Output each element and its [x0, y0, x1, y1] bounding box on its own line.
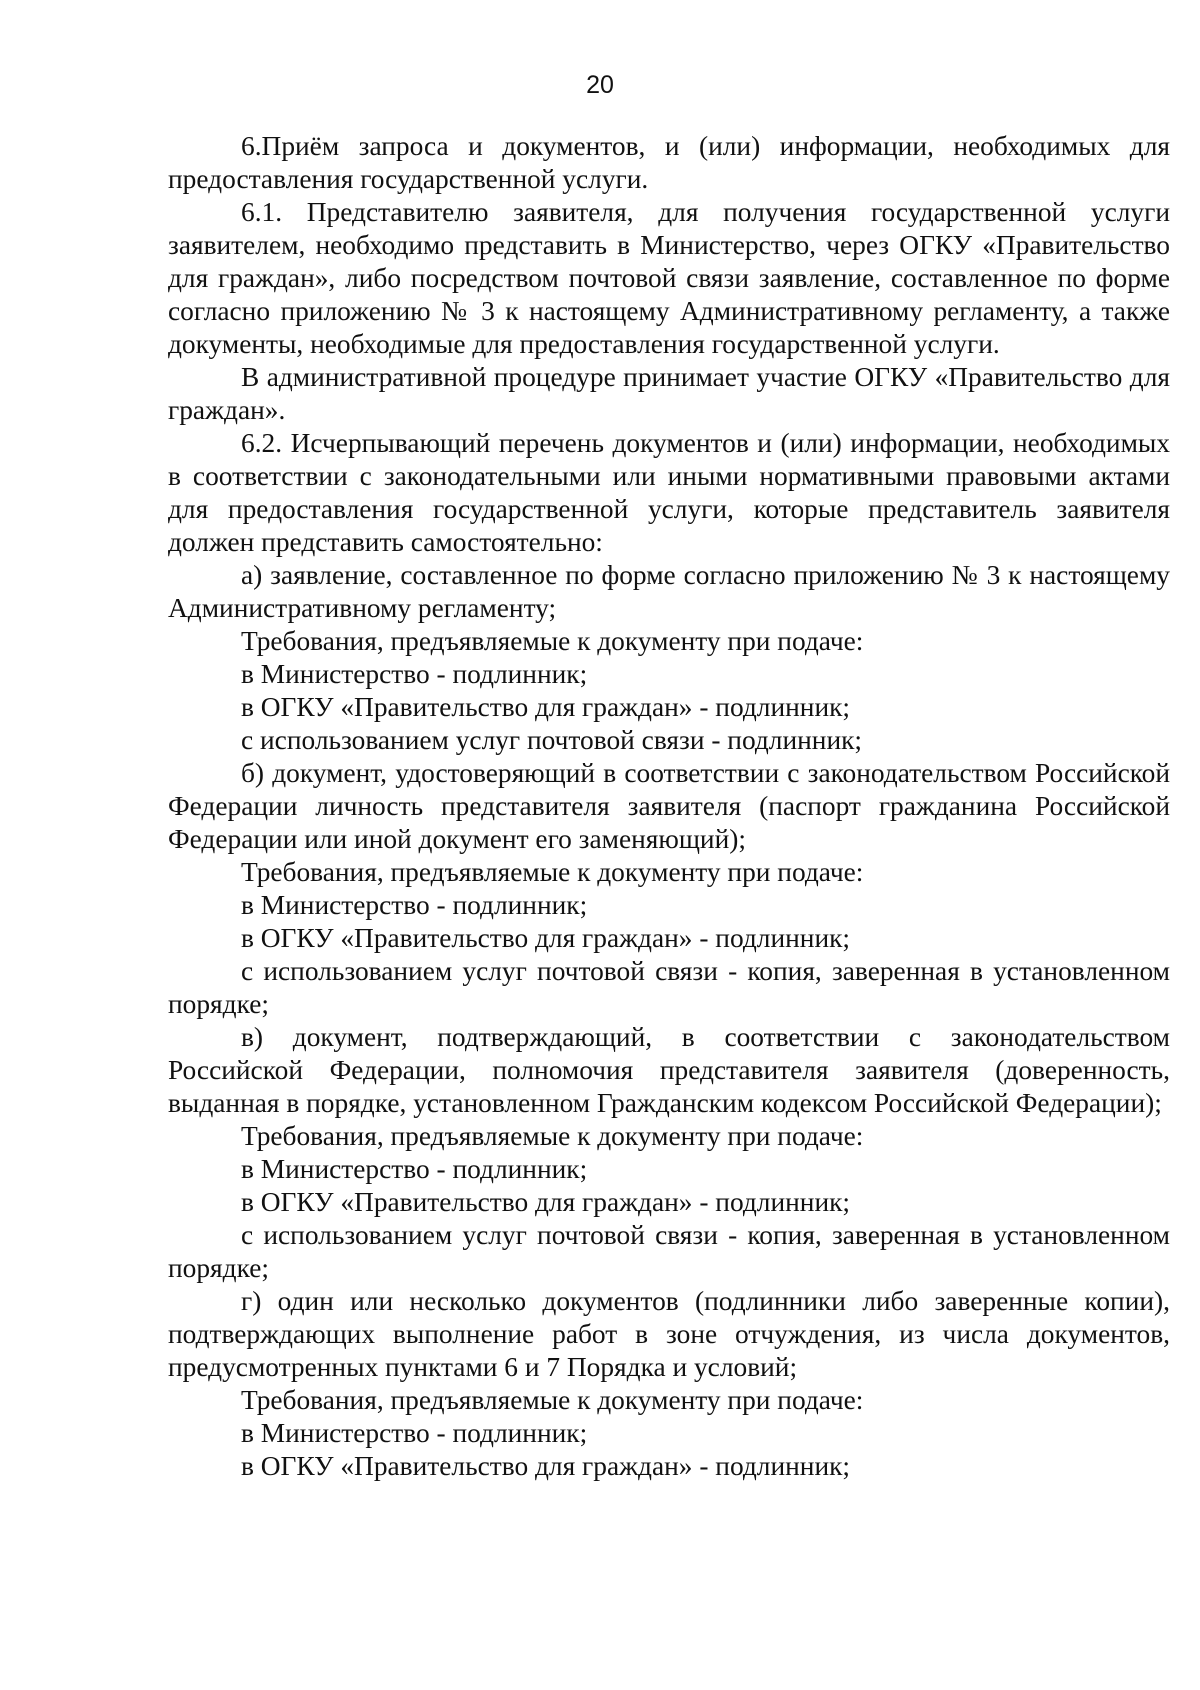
page-number: 20	[586, 71, 614, 99]
document-body	[168, 130, 1170, 1483]
paragraph-participant: В административной процедуре принимает участие ОГКУ «Правительство для граждан».	[168, 362, 1170, 425]
requirement-ministry: в Министерство - подлинник;	[241, 1154, 588, 1184]
item-b: б) документ, удостоверяющий в соответствии с законодательством Российской Федерации личность представителя заявителя (паспорт гражданина Российской Федерации или иной документ его заменяющий);	[168, 758, 1170, 854]
requirement-postal: с использованием услуг почтовой связи - копия, заверенная в установленном порядке;	[168, 1220, 1170, 1283]
requirement-ministry: в Министерство - подлинник;	[241, 890, 588, 920]
requirements-heading: Требования, предъявляемые к документу при подаче:	[241, 1385, 864, 1415]
requirements-heading: Требования, предъявляемые к документу при подаче:	[241, 1121, 864, 1151]
requirements-heading: Требования, предъявляемые к документу при подаче:	[241, 626, 864, 656]
item-a: а) заявление, составленное по форме согласно приложению № 3 к настоящему Административному регламенту;	[168, 560, 1170, 623]
requirement-ogku: в ОГКУ «Правительство для граждан» - подлинник;	[241, 923, 851, 953]
paragraph-6-2: 6.2. Исчерпывающий перечень документов и (или) информации, необходимых в соответствии с законодательными или иными нормативными правовыми актами для предоставления государственной услуги, которые представитель заявителя должен представить самостоятельно:	[168, 428, 1170, 557]
requirement-ogku: в ОГКУ «Правительство для граждан» - подлинник;	[241, 1451, 851, 1481]
requirement-ministry: в Министерство - подлинник;	[241, 659, 588, 689]
paragraph-6-1: 6.1. Представителю заявителя, для получения государственной услуги заявителем, необходимо представить в Министерство, через ОГКУ «Правительство для граждан», либо посредством почтовой связи заявление, составленное по форме согласно приложению № 3 к настоящему Административному регламенту, а также документы, необходимые для предоставления государственной услуги.	[168, 197, 1170, 359]
requirement-ogku: в ОГКУ «Правительство для граждан» - подлинник;	[241, 1187, 851, 1217]
requirement-postal: с использованием услуг почтовой связи - подлинник;	[241, 725, 863, 755]
item-g: г) один или несколько документов (подлинники либо заверенные копии), подтверждающих выполнение работ в зоне отчуждения, из числа документов, предусмотренных пунктами 6 и 7 Порядка и условий;	[168, 1286, 1170, 1382]
requirement-ogku: в ОГКУ «Правительство для граждан» - подлинник;	[241, 692, 851, 722]
requirements-heading: Требования, предъявляемые к документу при подаче:	[241, 857, 864, 887]
section-6-heading: 6.Приём запроса и документов, и (или) информации, необходимых для предоставления государственной услуги.	[168, 131, 1170, 194]
requirement-ministry: в Министерство - подлинник;	[241, 1418, 588, 1448]
item-v: в) документ, подтверждающий, в соответствии с законодательством Российской Федерации, полномочия представителя заявителя (доверенность, выданная в порядке, установленном Гражданским кодексом Российской Федерации);	[168, 1022, 1170, 1118]
requirement-postal: с использованием услуг почтовой связи - копия, заверенная в установленном порядке;	[168, 956, 1170, 1019]
